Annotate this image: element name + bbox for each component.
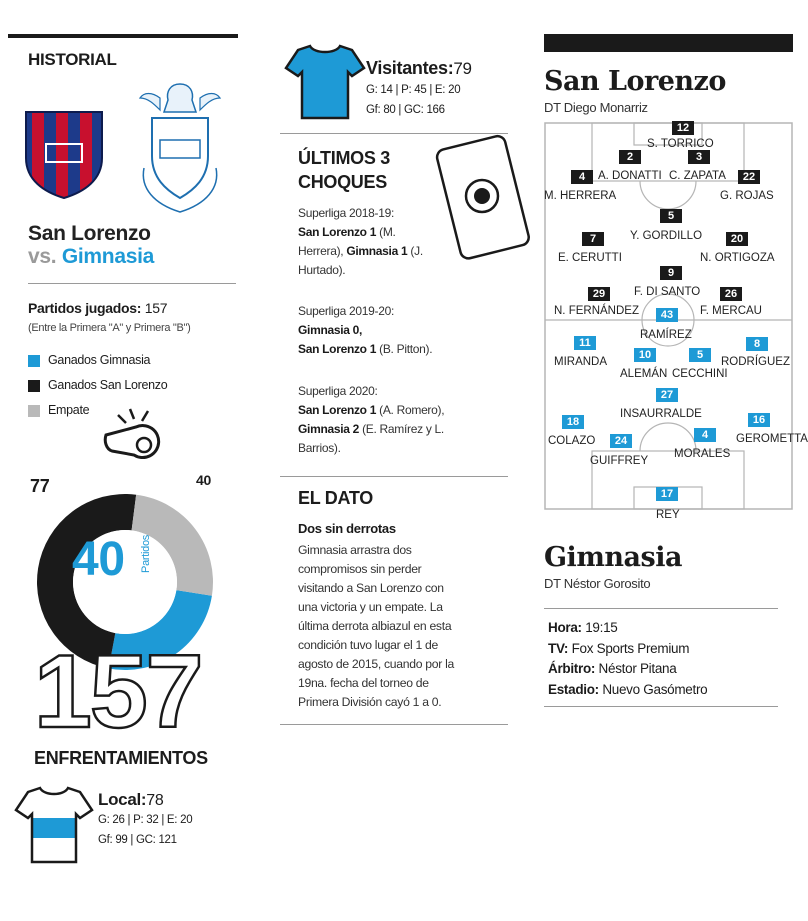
home-player-number: 12 <box>672 121 694 135</box>
home-player-name: F. MERCAU <box>700 305 762 317</box>
away-player-name: MIRANDA <box>554 356 608 368</box>
dato-line: compromisos sin perder <box>298 562 422 576</box>
team1-name: San Lorenzo <box>28 222 151 245</box>
dato-line: visitando a San Lorenzo con <box>298 581 444 595</box>
home-player-number: 5 <box>660 209 682 223</box>
away-player-name: MORALES <box>674 448 731 460</box>
donut-label-empate: 40 <box>196 472 211 488</box>
ultimos-title-line2: CHOQUES <box>298 172 387 192</box>
away-player-number: 10 <box>634 348 656 362</box>
away-team-name: Gimnasia <box>544 542 682 573</box>
local-stats-2: Gf: 99 | GC: 121 <box>98 834 177 846</box>
home-player-number: 3 <box>688 150 710 164</box>
legend-label-empate: Empate <box>48 403 90 417</box>
away-player-number: 17 <box>656 487 678 501</box>
dato-title: EL DATO <box>298 488 373 508</box>
donut-center-label: Partidos <box>140 535 152 573</box>
big-label: ENFRENTAMIENTOS <box>34 748 208 768</box>
away-player-name: RAMÍREZ <box>640 329 692 341</box>
away-player-name: ALEMÁN <box>620 368 668 380</box>
away-player-number: 4 <box>694 428 716 442</box>
away-player-number: 16 <box>748 413 770 427</box>
partidos-value: 157 <box>144 300 168 316</box>
top-bar <box>544 34 793 52</box>
legend-swatch-gimnasia <box>28 355 40 367</box>
local-value: 78 <box>146 792 164 809</box>
away-player-name: GUIFFREY <box>590 455 649 467</box>
home-player-number: 4 <box>571 170 593 184</box>
match-3-line2b: (E. Ramírez y L. <box>359 422 444 436</box>
matches-column <box>270 0 520 921</box>
match-2-line2b: (B. Pitton). <box>376 342 433 356</box>
divider <box>28 283 236 284</box>
tv-label: TV: <box>548 640 569 656</box>
vs-line <box>28 245 154 269</box>
vs-word: vs. <box>28 245 57 268</box>
partidos-label: Partidos jugados: <box>28 300 142 316</box>
match-2-line2: San Lorenzo 1 <box>298 342 377 356</box>
dato-body <box>298 541 518 712</box>
legend-label-san-lorenzo: Ganados San Lorenzo <box>48 378 168 392</box>
match-3 <box>298 382 510 458</box>
visitor-shirt-icon <box>284 40 366 122</box>
home-player-number: 29 <box>588 287 610 301</box>
local-shirt-icon <box>14 784 94 866</box>
visitantes-line <box>366 58 472 79</box>
home-player-name: F. DI SANTO <box>634 286 701 298</box>
home-player-name: G. ROJAS <box>720 190 774 202</box>
visitantes-label: Visitantes: <box>366 58 454 78</box>
away-player-number: 18 <box>562 415 584 429</box>
estadio-value: Nuevo Gasómetro <box>602 681 708 697</box>
match-2-line1: Gimnasia 0, <box>298 323 363 337</box>
dato-line: última derrota albiazul en esta <box>298 619 452 633</box>
match-2-torneo: Superliga 2019-20: <box>298 304 395 318</box>
dato-line: 19na. fecha del torneo de <box>298 676 429 690</box>
home-player-name: M. HERRERA <box>544 190 617 202</box>
away-player-name: GEROMETTA <box>736 433 808 445</box>
away-player-name: COLAZO <box>548 435 596 447</box>
match-info <box>548 618 707 700</box>
lineups-column <box>530 0 808 921</box>
away-player-name: CECCHINI <box>672 368 728 380</box>
gimnasia-crest-icon <box>130 78 230 218</box>
dato-line: agosto de 2015, cuando por la <box>298 657 454 671</box>
match-1-torneo: Superliga 2018-19: <box>298 206 395 220</box>
top-bar <box>8 34 238 38</box>
home-player-name: A. DONATTI <box>598 170 662 182</box>
match-1-line1b: (M. <box>376 225 396 239</box>
match-1-line2: Herrera), <box>298 244 347 258</box>
visitantes-stats-1: G: 14 | P: 45 | E: 20 <box>366 84 461 96</box>
home-player-number: 9 <box>660 266 682 280</box>
divider <box>544 706 778 707</box>
away-player-number: 27 <box>656 388 678 402</box>
home-player-name: E. CERUTTI <box>558 252 622 264</box>
home-player-number: 20 <box>726 232 748 246</box>
dato-line: condición tuvo lugar el 1 de <box>298 638 438 652</box>
divider <box>280 724 508 725</box>
home-player-number: 2 <box>619 150 641 164</box>
donut-label-san-lorenzo: 77 <box>30 476 50 496</box>
away-player-name: INSAURRALDE <box>620 408 702 420</box>
divider <box>280 476 508 477</box>
home-coach: DT Diego Monarriz <box>544 100 648 115</box>
match-3-line2: Gimnasia 2 <box>298 422 360 436</box>
local-label: Local: <box>98 790 147 809</box>
dato-line: Gimnasia arrastra dos <box>298 543 412 557</box>
donut-center-value: 40 <box>72 533 125 586</box>
ultimos-title <box>298 146 390 194</box>
away-player-number: 8 <box>746 337 768 351</box>
home-player-name: N. FERNÁNDEZ <box>554 305 639 317</box>
arbitro-value: Néstor Pitana <box>598 661 677 676</box>
away-player-number: 5 <box>689 348 711 362</box>
partidos-line <box>28 300 167 316</box>
estadio-label: Estadio: <box>548 681 599 697</box>
visitantes-value: 79 <box>453 59 472 78</box>
team2-name: Gimnasia <box>61 245 154 268</box>
local-stats-1: G: 26 | P: 32 | E: 20 <box>98 814 193 826</box>
match-1-line3: Hurtado). <box>298 263 346 277</box>
match-1-line2c: (J. <box>407 244 423 258</box>
away-player-number: 11 <box>574 336 596 350</box>
whistle-icon <box>100 405 164 465</box>
arbitro-label: Árbitro: <box>548 661 596 676</box>
partidos-note: (Entre la Primera "A" y Primera "B") <box>28 322 191 334</box>
match-3-line3: Barrios). <box>298 441 341 455</box>
historial-title: HISTORIAL <box>28 50 117 69</box>
match-1 <box>298 204 510 280</box>
match-2 <box>298 302 510 359</box>
home-player-name: Y. GORDILLO <box>630 230 703 242</box>
home-player-name: N. ORTIGOZA <box>700 252 775 264</box>
away-player-name: REY <box>656 509 680 521</box>
hora-value: 19:15 <box>585 620 618 635</box>
match-1-line1: San Lorenzo 1 <box>298 225 377 239</box>
match-3-line1b: (A. Romero), <box>376 403 445 417</box>
historial-column <box>0 0 245 921</box>
dato-line: una victoria y un empate. La <box>298 600 443 614</box>
dato-subtitle: Dos sin derrotas <box>298 521 396 536</box>
away-player-number: 24 <box>610 434 632 448</box>
home-player-number: 22 <box>738 170 760 184</box>
away-player-name: RODRÍGUEZ <box>721 356 790 368</box>
legend-label-gimnasia: Ganados Gimnasia <box>48 353 151 367</box>
legend-swatch-san-lorenzo <box>28 380 40 392</box>
home-player-name: S. TORRICO <box>647 138 714 150</box>
match-3-torneo: Superliga 2020: <box>298 384 378 398</box>
match-3-line1: San Lorenzo 1 <box>298 403 377 417</box>
san-lorenzo-crest-icon <box>22 108 106 200</box>
dato-line: Primera División cayó 1 a 0. <box>298 695 442 709</box>
divider <box>544 608 778 609</box>
visitantes-stats-2: Gf: 80 | GC: 166 <box>366 104 445 116</box>
home-player-number: 26 <box>720 287 742 301</box>
legend-swatch-empate <box>28 405 40 417</box>
big-number: 157 <box>34 634 202 750</box>
away-player-number: 43 <box>656 308 678 322</box>
home-player-name: C. ZAPATA <box>669 170 726 182</box>
home-player-number: 7 <box>582 232 604 246</box>
hora-label: Hora: <box>548 620 582 635</box>
away-coach: DT Néstor Gorosito <box>544 576 651 591</box>
home-team-name: San Lorenzo <box>544 66 726 97</box>
tv-value: Fox Sports Premium <box>571 640 690 656</box>
ultimos-title-line1: ÚLTIMOS 3 <box>298 148 390 168</box>
local-line <box>98 790 163 810</box>
match-1-line2b: Gimnasia 1 <box>346 244 408 258</box>
